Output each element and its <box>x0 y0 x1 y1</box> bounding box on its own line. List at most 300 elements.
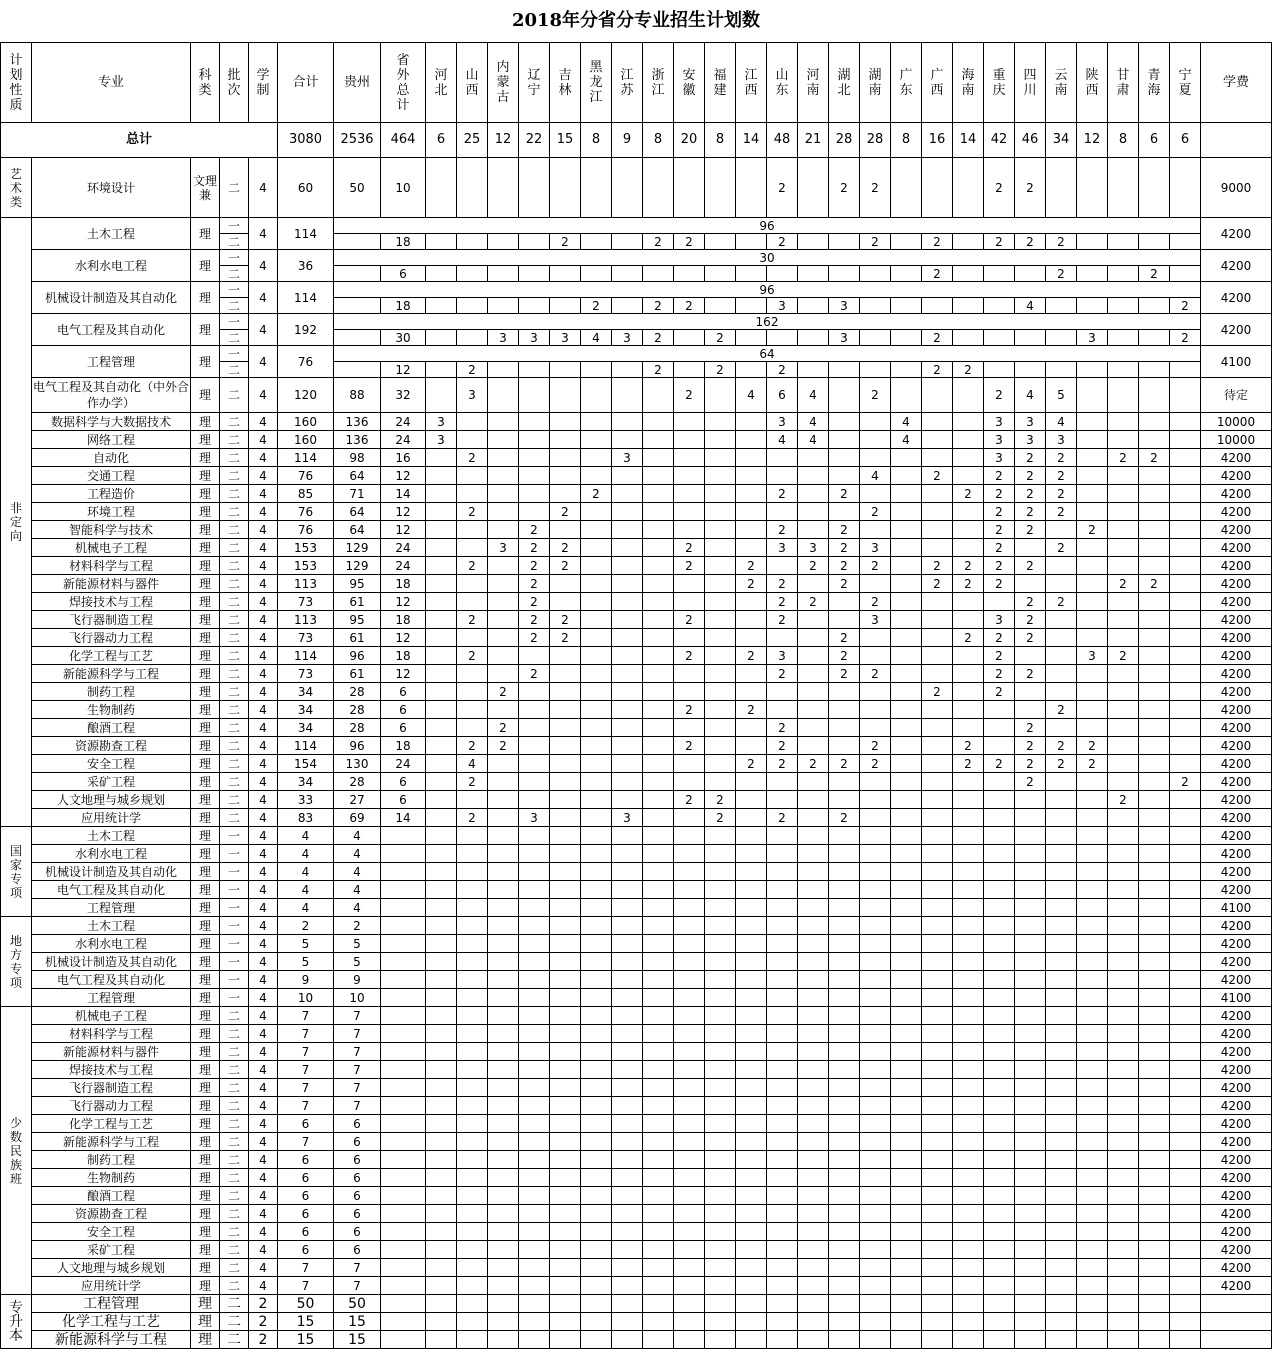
subject-cell: 理 <box>191 1097 220 1115</box>
province-cell <box>984 935 1015 953</box>
province-cell: 4 <box>1046 413 1077 431</box>
batch-cell: 二 <box>220 665 249 683</box>
province-cell <box>426 539 457 557</box>
province-cell <box>426 629 457 647</box>
province-cell <box>798 467 829 485</box>
province-cell <box>457 1277 488 1295</box>
province-cell: 3 <box>1046 431 1077 449</box>
province-cell <box>674 575 705 593</box>
province-cell <box>984 773 1015 791</box>
province-cell <box>381 1043 426 1061</box>
batch-cell: 二 <box>220 1133 249 1151</box>
province-cell <box>891 611 922 629</box>
batch-cell: 二 <box>220 1187 249 1205</box>
province-cell <box>953 611 984 629</box>
category-label: 国 家 专 项 <box>1 827 32 917</box>
province-cell <box>891 665 922 683</box>
province-cell <box>1015 1007 1046 1025</box>
province-cell <box>829 1079 860 1097</box>
province-cell <box>705 881 736 899</box>
province-cell <box>891 827 922 845</box>
total-cell: 4 <box>278 881 334 899</box>
major-cell: 机械设计制造及其自动化 <box>32 863 191 881</box>
province-cell: 2 <box>1015 593 1046 611</box>
province-cell <box>922 485 953 503</box>
province-cell <box>953 1313 984 1331</box>
province-cell <box>736 158 767 218</box>
province-cell <box>1077 773 1108 791</box>
province-cell <box>1077 935 1108 953</box>
province-cell <box>1077 683 1108 701</box>
province-cell: 2 <box>705 330 736 346</box>
province-cell <box>1139 1187 1170 1205</box>
header-province: 广 西 <box>922 43 953 123</box>
province-cell <box>1139 1241 1170 1259</box>
guizhou-cell: 162 <box>334 314 1201 330</box>
province-cell: 2 <box>736 557 767 575</box>
province-cell <box>736 1331 767 1349</box>
province-cell <box>953 521 984 539</box>
batch-cell: 二 <box>220 1169 249 1187</box>
province-cell <box>1108 521 1139 539</box>
province-cell <box>581 467 612 485</box>
fee-cell: 4200 <box>1201 1007 1272 1025</box>
guizhou-cell: 10 <box>334 989 381 1007</box>
subject-cell: 理 <box>191 1007 220 1025</box>
major-cell: 水利水电工程 <box>32 845 191 863</box>
province-cell: 2 <box>674 298 705 314</box>
province-cell: 2 <box>736 647 767 665</box>
duration-cell: 4 <box>249 719 278 737</box>
batch-cell: 一 <box>220 863 249 881</box>
duration-cell: 4 <box>249 971 278 989</box>
province-cell <box>705 413 736 431</box>
batch-cell: 二 <box>220 1295 249 1313</box>
province-cell <box>860 575 891 593</box>
province-cell <box>829 719 860 737</box>
province-cell <box>1046 809 1077 827</box>
province-cell <box>891 773 922 791</box>
province-cell <box>381 1151 426 1169</box>
province-cell <box>922 791 953 809</box>
province-cell <box>1108 1079 1139 1097</box>
province-cell <box>798 773 829 791</box>
batch-cell: 一 <box>220 989 249 1007</box>
province-cell <box>674 1277 705 1295</box>
table-row <box>1 158 1272 218</box>
province-cell: 4 <box>736 378 767 413</box>
subject-cell: 理 <box>191 1133 220 1151</box>
province-cell: 2 <box>984 467 1015 485</box>
province-cell <box>1108 1169 1139 1187</box>
province-cell <box>736 719 767 737</box>
province-cell <box>829 1331 860 1349</box>
province-cell <box>860 266 891 282</box>
table-row <box>1 1061 1272 1079</box>
province-cell <box>519 791 550 809</box>
province-cell <box>767 467 798 485</box>
province-cell <box>922 917 953 935</box>
province-cell <box>550 1133 581 1151</box>
total-cell: 153 <box>278 539 334 557</box>
subject-cell: 理 <box>191 935 220 953</box>
province-cell <box>1170 575 1201 593</box>
out-total-cell: 18 <box>381 647 426 665</box>
province-cell <box>984 809 1015 827</box>
province-cell <box>612 881 643 899</box>
province-cell <box>891 755 922 773</box>
province-cell: 2 <box>767 809 798 827</box>
guizhou-cell: 6 <box>334 1115 381 1133</box>
province-cell <box>922 503 953 521</box>
province-cell <box>612 899 643 917</box>
province-cell <box>581 1061 612 1079</box>
province-cell: 2 <box>1046 593 1077 611</box>
province-cell: 2 <box>457 503 488 521</box>
province-cell <box>426 1295 457 1313</box>
table-row <box>1 1313 1272 1331</box>
out-total-cell: 464 <box>381 123 426 158</box>
province-cell: 2 <box>829 521 860 539</box>
major-cell: 数据科学与大数据技术 <box>32 413 191 431</box>
province-cell <box>922 449 953 467</box>
province-cell <box>984 1277 1015 1295</box>
subject-cell: 理 <box>191 1313 220 1331</box>
table-row <box>1 282 1272 298</box>
province-cell <box>1108 378 1139 413</box>
province-cell <box>1077 1133 1108 1151</box>
major-cell: 机械设计制造及其自动化 <box>32 282 191 314</box>
province-cell: 2 <box>860 503 891 521</box>
province-cell <box>705 719 736 737</box>
province-cell <box>1139 521 1170 539</box>
province-cell <box>798 1169 829 1187</box>
province-cell <box>736 791 767 809</box>
province-cell <box>457 845 488 863</box>
duration-cell: 4 <box>249 683 278 701</box>
province-cell <box>1170 881 1201 899</box>
province-cell <box>581 1295 612 1313</box>
fee-cell: 4200 <box>1201 1187 1272 1205</box>
province-cell <box>1170 665 1201 683</box>
batch-cell: 二 <box>220 266 249 282</box>
province-cell <box>519 827 550 845</box>
province-cell <box>674 1061 705 1079</box>
province-cell <box>705 539 736 557</box>
province-cell <box>488 989 519 1007</box>
province-cell <box>612 989 643 1007</box>
province-cell <box>860 1331 891 1349</box>
province-cell <box>922 1205 953 1223</box>
guizhou-cell: 4 <box>334 899 381 917</box>
major-cell: 焊接技术与工程 <box>32 1061 191 1079</box>
province-cell: 2 <box>488 737 519 755</box>
total-cell: 113 <box>278 611 334 629</box>
province-cell <box>953 827 984 845</box>
province-cell <box>891 863 922 881</box>
province-cell: 2 <box>860 593 891 611</box>
province-cell <box>922 1079 953 1097</box>
province-cell <box>829 935 860 953</box>
province-cell <box>922 298 953 314</box>
province-cell <box>643 449 674 467</box>
subject-cell: 理 <box>191 845 220 863</box>
province-cell <box>1046 719 1077 737</box>
province-cell <box>643 737 674 755</box>
province-cell <box>643 863 674 881</box>
province-cell <box>519 953 550 971</box>
major-cell: 工程管理 <box>32 899 191 917</box>
province-cell <box>984 1205 1015 1223</box>
province-cell <box>381 1115 426 1133</box>
province-cell <box>612 647 643 665</box>
province-cell <box>798 1277 829 1295</box>
province-cell <box>736 773 767 791</box>
batch-cell: 二 <box>220 413 249 431</box>
province-cell <box>1077 413 1108 431</box>
province-cell <box>1077 557 1108 575</box>
fee-cell: 4200 <box>1201 773 1272 791</box>
header-province: 陕 西 <box>1077 43 1108 123</box>
table-row <box>1 1187 1272 1205</box>
total-cell: 9 <box>278 971 334 989</box>
province-cell <box>798 1295 829 1313</box>
province-cell <box>922 1133 953 1151</box>
province-cell <box>519 1061 550 1079</box>
subject-cell: 理 <box>191 413 220 431</box>
province-cell <box>674 863 705 881</box>
province-cell <box>953 1295 984 1313</box>
province-cell <box>1108 881 1139 899</box>
province-cell <box>860 809 891 827</box>
province-cell: 2 <box>860 755 891 773</box>
province-cell <box>1170 1151 1201 1169</box>
province-cell <box>829 845 860 863</box>
guizhou-cell: 5 <box>334 935 381 953</box>
duration-cell: 4 <box>249 845 278 863</box>
province-cell <box>674 1079 705 1097</box>
province-cell <box>860 1151 891 1169</box>
province-cell <box>829 953 860 971</box>
province-cell <box>1015 971 1046 989</box>
province-cell <box>674 1133 705 1151</box>
province-cell <box>891 1061 922 1079</box>
province-cell: 9 <box>612 123 643 158</box>
guizhou-cell: 96 <box>334 282 1201 298</box>
province-cell <box>736 1133 767 1151</box>
province-cell <box>643 1187 674 1205</box>
province-cell <box>643 521 674 539</box>
province-cell <box>705 1295 736 1313</box>
province-cell <box>1077 899 1108 917</box>
table-row <box>1 971 1272 989</box>
province-cell <box>550 449 581 467</box>
major-cell: 采矿工程 <box>32 1241 191 1259</box>
province-cell <box>860 1007 891 1025</box>
province-cell <box>953 1115 984 1133</box>
province-cell <box>1139 1079 1170 1097</box>
province-cell <box>705 298 736 314</box>
province-cell <box>381 1133 426 1151</box>
province-cell <box>581 266 612 282</box>
province-cell <box>519 647 550 665</box>
fee-cell: 4200 <box>1201 250 1272 282</box>
province-cell <box>643 1277 674 1295</box>
province-cell <box>860 298 891 314</box>
guizhou-cell <box>334 266 381 282</box>
province-cell <box>426 1133 457 1151</box>
subject-cell: 理 <box>191 629 220 647</box>
province-cell <box>426 1007 457 1025</box>
subject-cell: 理 <box>191 683 220 701</box>
province-cell <box>581 1007 612 1025</box>
province-cell: 3 <box>1015 431 1046 449</box>
subject-cell: 理 <box>191 971 220 989</box>
province-cell: 2 <box>922 234 953 250</box>
province-cell <box>550 158 581 218</box>
province-cell <box>891 1205 922 1223</box>
province-cell <box>798 449 829 467</box>
province-cell <box>1139 1259 1170 1277</box>
province-cell <box>519 503 550 521</box>
batch-cell: 一 <box>220 971 249 989</box>
duration-cell: 2 <box>249 1331 278 1349</box>
province-cell <box>1108 1151 1139 1169</box>
province-cell <box>1108 935 1139 953</box>
province-cell <box>457 467 488 485</box>
province-cell <box>922 1259 953 1277</box>
fee-cell: 4200 <box>1201 611 1272 629</box>
province-cell <box>1170 1331 1201 1349</box>
subject-cell: 理 <box>191 485 220 503</box>
batch-cell: 二 <box>220 611 249 629</box>
out-total-cell: 6 <box>381 791 426 809</box>
province-cell <box>643 1331 674 1349</box>
province-cell <box>1077 1313 1108 1331</box>
province-cell <box>426 1187 457 1205</box>
province-cell <box>1046 665 1077 683</box>
province-cell <box>829 989 860 1007</box>
province-cell <box>1108 1277 1139 1295</box>
total-cell: 36 <box>278 250 334 282</box>
major-cell: 环境设计 <box>32 158 191 218</box>
subject-cell: 文理兼 <box>191 158 220 218</box>
fee-cell: 4100 <box>1201 989 1272 1007</box>
province-cell <box>612 719 643 737</box>
guizhou-cell: 50 <box>334 158 381 218</box>
duration-cell: 4 <box>249 899 278 917</box>
province-cell <box>1046 629 1077 647</box>
province-cell <box>643 503 674 521</box>
major-cell: 土木工程 <box>32 827 191 845</box>
province-cell: 2 <box>829 809 860 827</box>
province-cell <box>381 1259 426 1277</box>
province-cell <box>581 665 612 683</box>
province-cell <box>953 234 984 250</box>
subject-cell: 理 <box>191 737 220 755</box>
batch-cell: 二 <box>220 378 249 413</box>
province-cell <box>922 737 953 755</box>
province-cell <box>426 1043 457 1061</box>
province-cell: 2 <box>984 629 1015 647</box>
province-cell <box>581 611 612 629</box>
fee-cell: 4200 <box>1201 467 1272 485</box>
province-cell <box>1077 1223 1108 1241</box>
province-cell <box>798 1043 829 1061</box>
province-cell <box>829 1313 860 1331</box>
province-cell <box>891 557 922 575</box>
province-cell <box>426 1331 457 1349</box>
province-cell <box>1108 1241 1139 1259</box>
province-cell <box>922 647 953 665</box>
province-cell <box>829 413 860 431</box>
province-cell <box>705 683 736 701</box>
province-cell <box>612 1223 643 1241</box>
major-cell: 电气工程及其自动化 <box>32 881 191 899</box>
province-cell <box>488 773 519 791</box>
guizhou-cell: 9 <box>334 971 381 989</box>
subject-cell: 理 <box>191 1043 220 1061</box>
province-cell <box>1046 881 1077 899</box>
province-cell <box>612 521 643 539</box>
province-cell <box>922 1169 953 1187</box>
subject-cell: 理 <box>191 899 220 917</box>
province-cell <box>519 485 550 503</box>
province-cell <box>829 362 860 378</box>
province-cell <box>643 773 674 791</box>
province-cell <box>612 575 643 593</box>
province-cell <box>581 1187 612 1205</box>
province-cell <box>922 1061 953 1079</box>
duration-cell: 4 <box>249 1079 278 1097</box>
province-cell <box>860 989 891 1007</box>
province-cell <box>1077 593 1108 611</box>
province-cell <box>581 1025 612 1043</box>
total-cell: 76 <box>278 521 334 539</box>
province-cell: 2 <box>767 665 798 683</box>
province-cell <box>550 1205 581 1223</box>
province-cell <box>1015 1025 1046 1043</box>
province-cell <box>488 266 519 282</box>
table-row <box>1 1007 1272 1025</box>
major-cell: 制药工程 <box>32 1151 191 1169</box>
province-cell: 2 <box>1015 665 1046 683</box>
total-cell: 192 <box>278 314 334 346</box>
province-cell <box>612 1079 643 1097</box>
province-cell <box>550 845 581 863</box>
subject-cell: 理 <box>191 378 220 413</box>
province-cell <box>1015 1169 1046 1187</box>
province-cell: 3 <box>1077 647 1108 665</box>
province-cell <box>643 1097 674 1115</box>
province-cell <box>953 881 984 899</box>
total-cell: 6 <box>278 1241 334 1259</box>
province-cell <box>612 1133 643 1151</box>
province-cell: 2 <box>736 755 767 773</box>
province-cell <box>674 1241 705 1259</box>
province-cell: 2 <box>674 378 705 413</box>
province-cell: 12 <box>488 123 519 158</box>
province-cell <box>381 953 426 971</box>
province-cell <box>1015 1277 1046 1295</box>
province-cell <box>1170 1115 1201 1133</box>
province-cell <box>581 719 612 737</box>
province-cell <box>674 773 705 791</box>
major-cell: 自动化 <box>32 449 191 467</box>
province-cell <box>519 737 550 755</box>
province-cell <box>612 413 643 431</box>
province-cell <box>736 503 767 521</box>
